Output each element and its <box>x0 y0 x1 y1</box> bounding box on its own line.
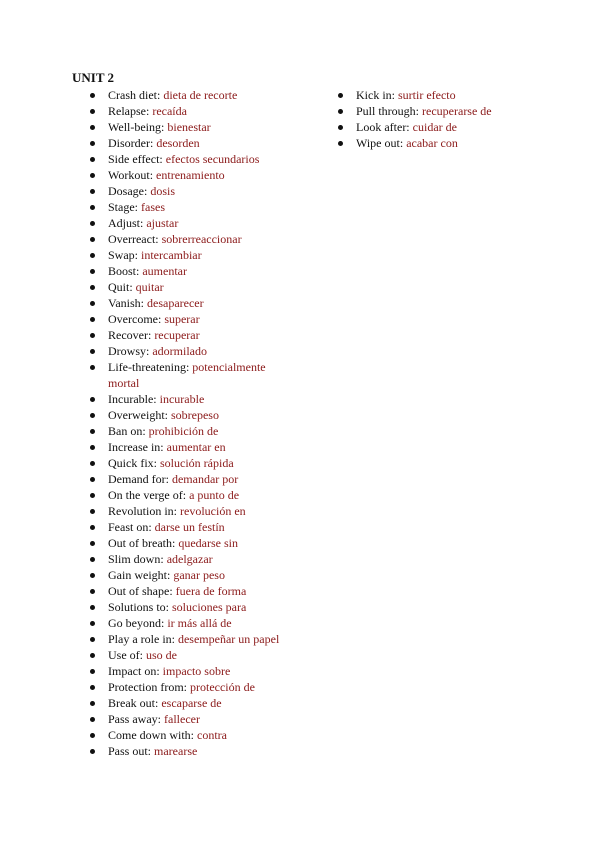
vocabulary-translation: intercambiar <box>141 248 202 262</box>
vocabulary-item <box>90 631 290 647</box>
vocabulary-item <box>90 471 290 487</box>
vocabulary-translation: ajustar <box>146 216 179 230</box>
vocabulary-term: Relapse: <box>108 104 153 118</box>
vocabulary-item <box>90 423 290 439</box>
vocabulary-item <box>90 247 290 263</box>
vocabulary-term: Dosage: <box>108 184 151 198</box>
vocabulary-translation: efectos secundarios <box>165 152 260 166</box>
vocabulary-item <box>338 87 538 103</box>
vocabulary-term: Come down with: <box>108 728 197 742</box>
vocabulary-translation: desorden <box>156 136 200 150</box>
vocabulary-item <box>90 743 290 759</box>
vocabulary-term: Quit: <box>108 280 136 294</box>
vocabulary-translation: solución rápida <box>160 456 234 470</box>
vocabulary-term: Side effect: <box>108 152 166 166</box>
vocabulary-item <box>90 263 290 279</box>
vocabulary-term: Demand for: <box>108 472 172 486</box>
vocabulary-term: Disorder: <box>108 136 157 150</box>
vocabulary-translation: fases <box>141 200 165 214</box>
vocabulary-item <box>90 103 290 119</box>
vocabulary-translation: surtir efecto <box>398 88 456 102</box>
vocabulary-translation: marearse <box>154 744 198 758</box>
vocabulary-translation: adormilado <box>152 344 207 358</box>
vocabulary-term: Overweight: <box>108 408 171 422</box>
vocabulary-term: Break out: <box>108 696 162 710</box>
vocabulary-term: Pass away: <box>108 712 164 726</box>
vocabulary-term: On the verge of: <box>108 488 190 502</box>
vocabulary-term: Ban on: <box>108 424 149 438</box>
vocabulary-translation: escaparse de <box>161 696 222 710</box>
vocabulary-item <box>90 167 290 183</box>
vocabulary-translation: protección de <box>189 680 255 694</box>
vocabulary-term: Revolution in: <box>108 504 180 518</box>
vocabulary-term: Out of shape: <box>108 584 176 598</box>
vocabulary-translation: impacto sobre <box>162 664 231 678</box>
vocabulary-term: Quick fix: <box>108 456 160 470</box>
vocabulary-translation: soluciones para <box>172 600 247 614</box>
vocabulary-term: Pass out: <box>108 744 155 758</box>
vocabulary-item <box>90 311 290 327</box>
vocabulary-translation: revolución en <box>180 504 246 518</box>
vocabulary-item <box>90 391 290 407</box>
vocabulary-translation: entrenamiento <box>156 168 225 182</box>
vocabulary-item <box>90 583 290 599</box>
vocabulary-term: Wipe out: <box>356 136 407 150</box>
vocabulary-item <box>90 727 290 743</box>
vocabulary-translation: fallecer <box>164 712 200 726</box>
vocabulary-translation: ganar peso <box>173 568 225 582</box>
page-title: UNIT 2 <box>72 70 115 85</box>
vocabulary-item <box>90 711 290 727</box>
vocabulary-translation: a punto de <box>189 488 240 502</box>
vocabulary-term: Drowsy: <box>108 344 153 358</box>
vocabulary-term: Overcome: <box>108 312 165 326</box>
vocabulary-term: Adjust: <box>108 216 147 230</box>
vocabulary-translation: incurable <box>159 392 205 406</box>
vocabulary-item <box>90 199 290 215</box>
vocabulary-translation: aumentar en <box>166 440 226 454</box>
vocabulary-item <box>338 135 538 151</box>
vocabulary-translation: bienestar <box>167 120 211 134</box>
vocabulary-item <box>90 663 290 679</box>
vocabulary-term: Solutions to: <box>108 600 173 614</box>
vocabulary-term: Slim down: <box>108 552 167 566</box>
vocabulary-translation: recuperar <box>154 328 200 342</box>
vocabulary-item <box>90 183 290 199</box>
vocabulary-translation: quedarse sin <box>178 536 238 550</box>
vocabulary-item <box>90 551 290 567</box>
vocabulary-term: Protection from: <box>108 680 190 694</box>
vocabulary-translation: recaída <box>152 104 187 118</box>
vocabulary-term: Feast on: <box>108 520 155 534</box>
vocabulary-list-right <box>338 87 538 151</box>
vocabulary-translation: dieta de recorte <box>163 88 238 102</box>
vocabulary-item <box>90 279 290 295</box>
vocabulary-translation: aumentar <box>142 264 187 278</box>
vocabulary-translation: acabar con <box>406 136 458 150</box>
vocabulary-term: Kick in: <box>356 88 398 102</box>
vocabulary-item <box>90 679 290 695</box>
vocabulary-translation: contra <box>197 728 227 742</box>
vocabulary-term: Life-threatening: <box>108 360 193 374</box>
vocabulary-item <box>90 135 290 151</box>
vocabulary-translation: quitar <box>135 280 164 294</box>
vocabulary-term: Look after: <box>356 120 413 134</box>
vocabulary-item <box>90 503 290 519</box>
vocabulary-term: Incurable: <box>108 392 160 406</box>
vocabulary-translation: ir más allá de <box>167 616 232 630</box>
vocabulary-item <box>90 695 290 711</box>
vocabulary-term: Use of: <box>108 648 146 662</box>
vocabulary-item <box>90 151 290 167</box>
vocabulary-translation: uso de <box>146 648 177 662</box>
vocabulary-item <box>90 439 290 455</box>
vocabulary-item <box>90 87 290 103</box>
vocabulary-translation: adelgazar <box>166 552 213 566</box>
vocabulary-list-left <box>90 87 290 759</box>
vocabulary-translation: superar <box>164 312 200 326</box>
vocabulary-item <box>90 295 290 311</box>
vocabulary-term: Impact on: <box>108 664 163 678</box>
vocabulary-term: Vanish: <box>108 296 147 310</box>
vocabulary-item <box>90 615 290 631</box>
vocabulary-term: Stage: <box>108 200 141 214</box>
vocabulary-item <box>90 407 290 423</box>
vocabulary-term: Play a role in: <box>108 632 178 646</box>
vocabulary-translation: fuera de forma <box>175 584 247 598</box>
vocabulary-item <box>90 535 290 551</box>
vocabulary-item <box>90 343 290 359</box>
vocabulary-item <box>90 119 290 135</box>
vocabulary-translation: prohibición de <box>148 424 219 438</box>
vocabulary-item <box>90 455 290 471</box>
vocabulary-term: Boost: <box>108 264 143 278</box>
vocabulary-term: Crash diet: <box>108 88 164 102</box>
vocabulary-term: Increase in: <box>108 440 167 454</box>
vocabulary-translation: sobrepeso <box>170 408 219 422</box>
vocabulary-item <box>90 519 290 535</box>
vocabulary-item <box>90 647 290 663</box>
vocabulary-term: Gain weight: <box>108 568 174 582</box>
vocabulary-term: Well-being: <box>108 120 168 134</box>
vocabulary-translation: demandar por <box>171 472 239 486</box>
vocabulary-item <box>90 359 290 391</box>
vocabulary-term: Out of breath: <box>108 536 179 550</box>
vocabulary-translation: desaparecer <box>147 296 204 310</box>
vocabulary-item <box>90 327 290 343</box>
vocabulary-item <box>338 119 538 135</box>
vocabulary-term: Go beyond: <box>108 616 168 630</box>
vocabulary-translation: potencialmente mortal <box>108 360 266 390</box>
vocabulary-item <box>90 487 290 503</box>
vocabulary-translation: dosis <box>150 184 176 198</box>
vocabulary-item <box>90 215 290 231</box>
vocabulary-term: Pull through: <box>356 104 423 118</box>
vocabulary-translation: sobrerreaccionar <box>161 232 242 246</box>
vocabulary-translation: darse un festín <box>154 520 225 534</box>
vocabulary-item <box>90 567 290 583</box>
vocabulary-translation: cuidar de <box>412 120 457 134</box>
vocabulary-term: Recover: <box>108 328 155 342</box>
vocabulary-item <box>90 231 290 247</box>
vocabulary-item <box>90 599 290 615</box>
vocabulary-term: Workout: <box>108 168 157 182</box>
vocabulary-translation: desempeñar un papel <box>177 632 280 646</box>
vocabulary-term: Overreact: <box>108 232 162 246</box>
vocabulary-term: Swap: <box>108 248 141 262</box>
vocabulary-item <box>338 103 538 119</box>
vocabulary-translation: recuperarse de <box>422 104 492 118</box>
